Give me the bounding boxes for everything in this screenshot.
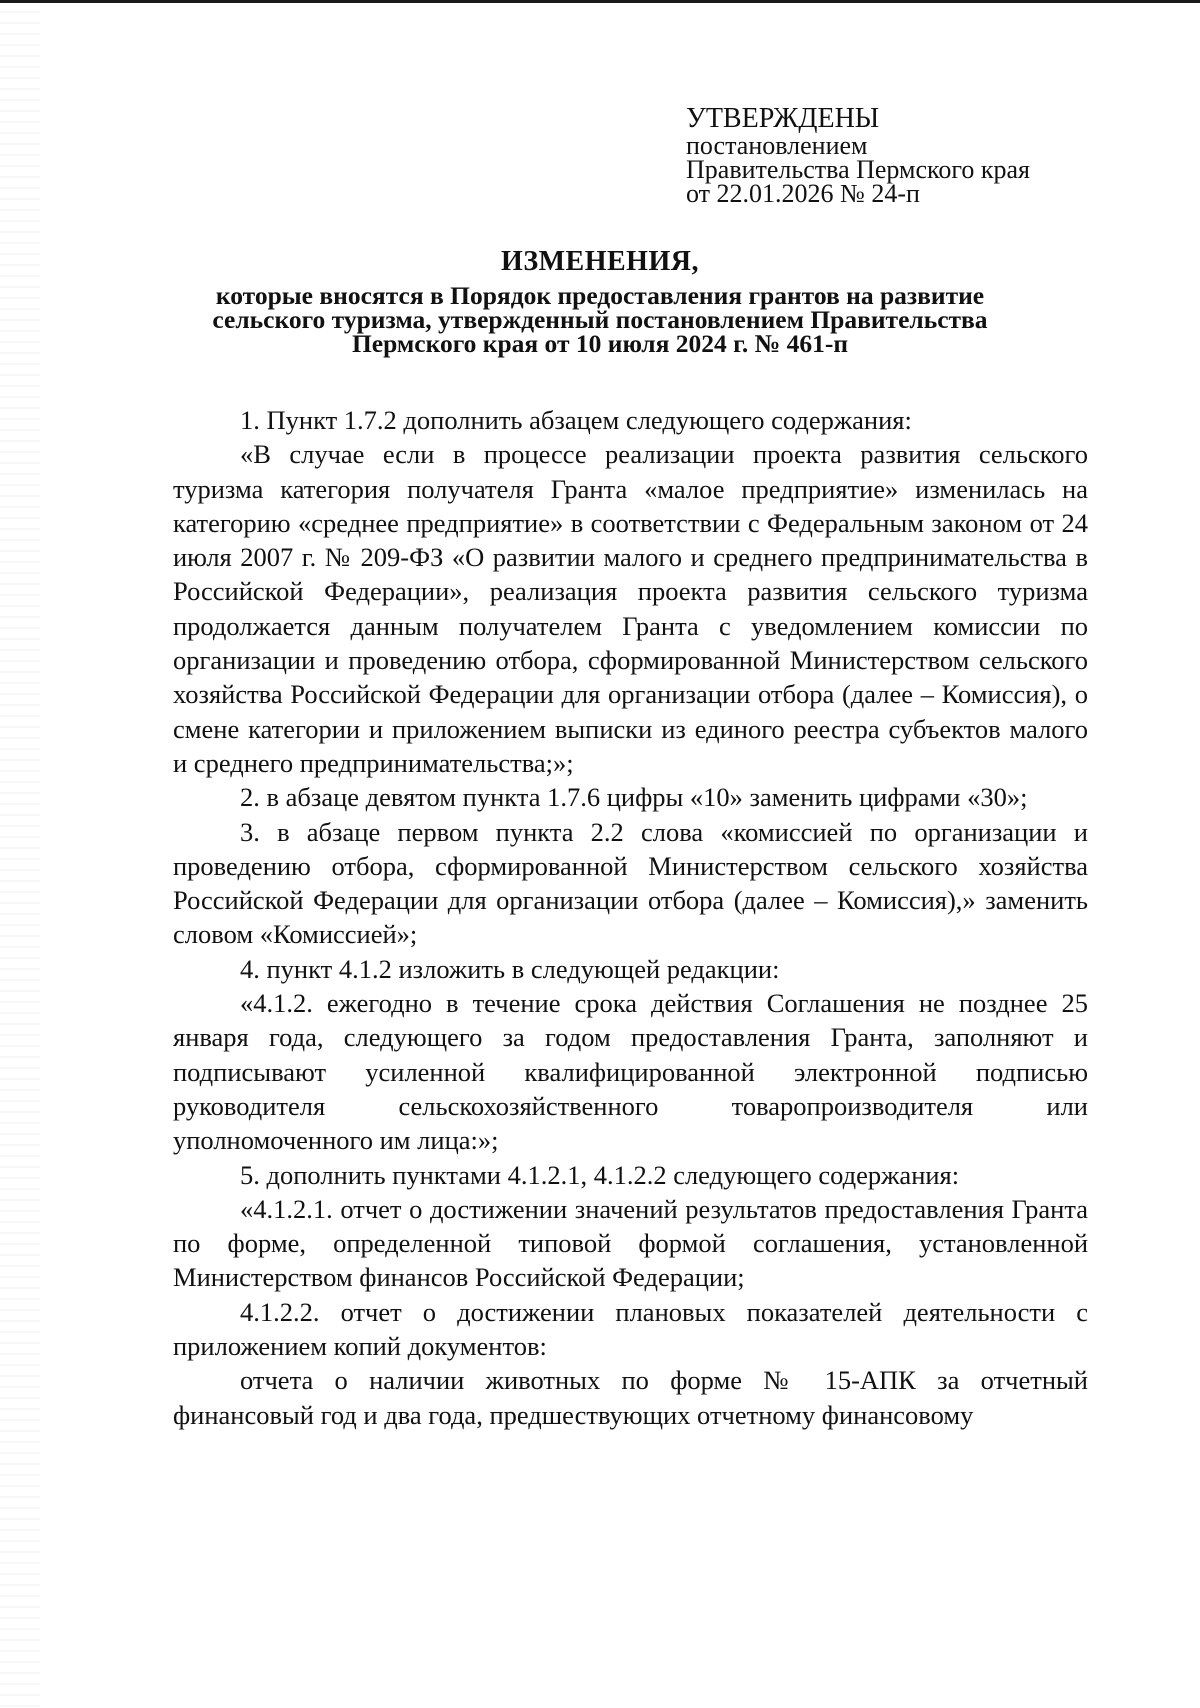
- scan-border: [0, 0, 1200, 3]
- approval-stamp: [686, 104, 1030, 206]
- paragraph-quote-5-2: 4.1.2.2. отчет о достижении плановых показателей деятельности с приложением копий документов:: [173, 1296, 1088, 1362]
- subtitle-line: которые вносятся в Порядок предоставления грантов на развитие: [215, 281, 985, 310]
- paragraph-quote-5-1: «4.1.2.1. отчет о достижении значений результатов предоставления Гранта по форме, определенной типовой формой соглашения, установленной Министерством финансов Российской Федерации;: [173, 1193, 1088, 1293]
- paragraph-item-1: 1. Пункт 1.7.2 дополнить абзацем следующего содержания:: [240, 405, 912, 435]
- document-title: ИЗМЕНЕНИЯ,: [501, 246, 699, 277]
- paragraph-quote-1: «В случае если в процессе реализации проекта развития сельского туризма категория получателя Гранта «малое предприятие» изменилась на категорию «среднее предприятие» в соответствии с Федеральным законом от 24 июля 2007 г. № 209-ФЗ «О развитии малого и среднего предпринимательства в Российской Федерации», реализация проекта развития сельского туризма продолжается данным получателем Гранта с уведомлением комиссии по организации и проведению отбора, сформированной Министерством сельского хозяйства Российской Федерации для организации отбора (далее – Комиссия), о смене категории и приложением выписки из единого реестра субъектов малого и среднего предпринимательства;»;: [173, 439, 1088, 778]
- approval-line: постановлением: [686, 131, 868, 160]
- paragraph-item-4: 4. пункт 4.1.2 изложить в следующей редакции:: [240, 953, 780, 984]
- approval-line: от 22.01.2026 № 24-п: [686, 179, 920, 208]
- document-subtitle: [140, 281, 1060, 358]
- paragraph-quote-4: «4.1.2. ежегодно в течение срока действия Соглашения не позднее 25 января года, следующего за годом предоставления Гранта, заполняют и подписывают усиленной квалифицированной электронной подписью руководителя сельскохозяйственного товаропроизводителя или уполномоченного им лица:»;: [173, 988, 1088, 1156]
- paragraph-item-2: 2. в абзаце девятом пункта 1.7.6 цифры «10» заменить цифрами «30»;: [240, 782, 1028, 813]
- document-body: [173, 403, 1088, 1432]
- paragraph-item-3: 3. в абзаце первом пункта 2.2 слова «комиссией по организации и проведению отбора, сформированной Министерством сельского хозяйства Российской Федерации для организации отбора (далее – Комиссия),» заменить словом «Комиссией»;: [173, 816, 1088, 950]
- approval-line: Правительства Пермского края: [686, 155, 1030, 184]
- approval-heading: УТВЕРЖДЕНЫ: [686, 103, 880, 134]
- subtitle-line: Пермского края от 10 июля 2024 г. № 461-п: [351, 329, 849, 358]
- paragraph-quote-5-3: отчета о наличии животных по форме № 15-АПК за отчетный финансовый год и два года, предшествующих отчетному финансовому: [173, 1365, 1088, 1430]
- subtitle-line: сельского туризма, утвержденный постановлением Правительства: [212, 305, 988, 334]
- paragraph-item-5: 5. дополнить пунктами 4.1.2.1, 4.1.2.2 следующего содержания:: [240, 1159, 960, 1190]
